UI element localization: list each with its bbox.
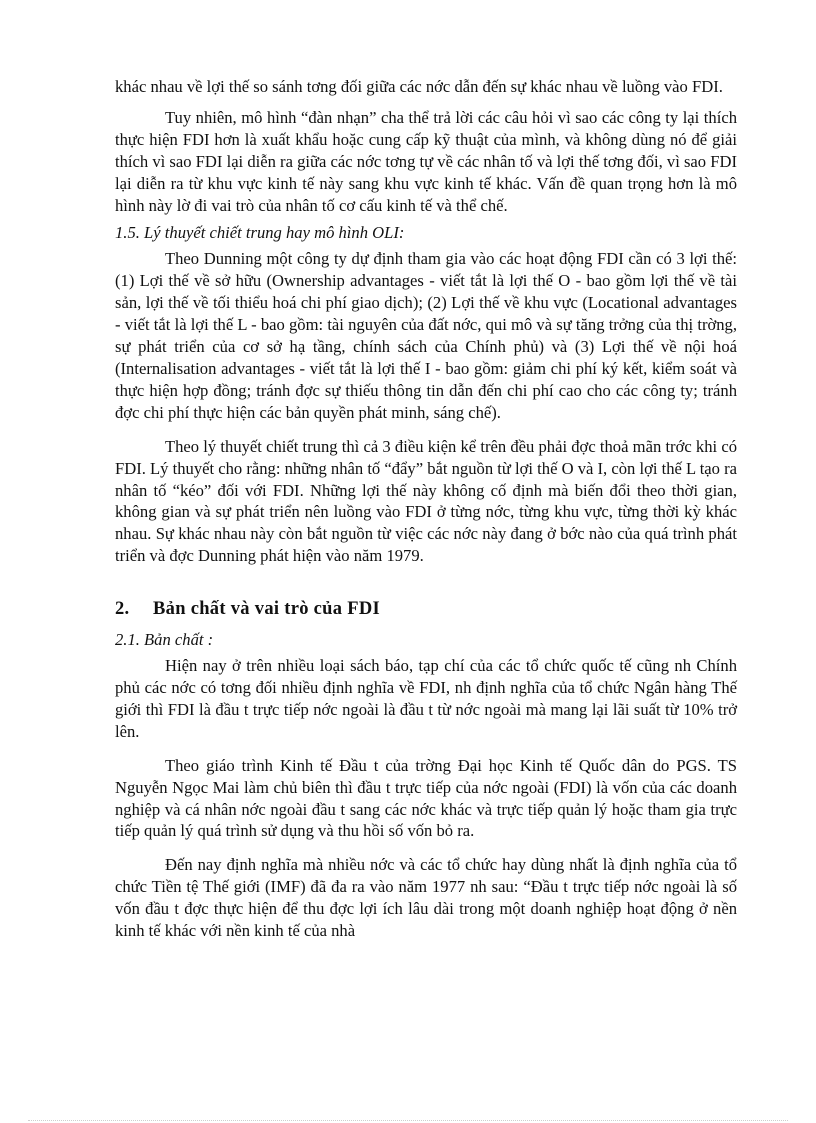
paragraph-imf-definition: Đến nay định nghĩa mà nhiều nớc và các tổ chức hay dùng nhất là định nghĩa của tổ chức Tiền tệ Thế giới (IMF) đã đa ra vào năm 1977 nh sau: “Đầu t trực tiếp nớc ngoài là số vốn đầu t đợc thực hiện để thu đợc lợi ích lâu dài trong một doanh nghiệp hoạt động ở nền kinh tế khác với nền kinh tế của nhà: [115, 855, 737, 941]
paragraph-neu-definition: Theo giáo trình Kinh tế Đầu t của trờng Đại học Kinh tế Quốc dân do PGS. TS Nguyễn Ngọc Mai làm chủ biên thì đầu t trực tiếp của nớc ngoài (FDI) là vốn của các doanh nghiệp và cá nhân nớc ngoài đầu t sang các nớc khác và trực tiếp quản lý hoặc tham gia trực tiếp quản lý quá trình sử dụng và thu hồi số vốn bỏ ra.: [115, 755, 737, 841]
paragraph-eclectic-theory: Theo lý thuyết chiết trung thì cả 3 điều kiện kể trên đều phải đợc thoả mãn trớc khi có FDI. Lý thuyết cho rằng: những nhân tố “đẩy” bắt nguồn từ lợi thế O và I, còn lợi thế L tạo ra nhân tố “kéo” đối với FDI. Những lợi thế này không cố định mà biến đổi theo thời gian, không gian và sự phát triển nên luồng vào FDI ở từng nớc, từng khu vực, từng thời kỳ khác nhau. Sự khác nhau này còn bắt nguồn từ việc các nớc này đang ở bớc nào của quá trình phát triển và đợc Dunning phát hiện vào năm 1979.: [115, 436, 738, 566]
paragraph-dunning-advantages: Theo Dunning một công ty dự định tham gia vào các hoạt động FDI cần có 3 lợi thế: (1) Lợi thế về sở hữu (Ownership advantages - viết tắt là lợi thế O - bao gồm lợi thế về tài sản, lợi thế về tối thiểu hoá chi phí giao dịch); (2) Lợi thế về khu vực (Locational advantages - viết tắt là lợi thế L - bao gồm: tài nguyên của đất nớc, qui mô và sự tăng trởng của thị trờng, sự phát triển của cơ sở hạ tầng, chính sách của Chính phủ) và (3) Lợi thế về nội hoá (Internalisation advantages - viết tắt là lợi thế I - bao gồm: giảm chi phí ký kết, kiểm soát và thực hiện hợp đồng; tránh đợc sự thiếu thông tin dẫn đến chi phí cao cho các công ty; tránh đợc chi phí thực hiện các bản quyền phát minh, sáng chế).: [115, 249, 737, 422]
document-body: [115, 76, 737, 942]
page-bottom-border: [28, 1120, 788, 1121]
section-title: Bản chất và vai trò của FDI: [153, 599, 381, 620]
section-number: 2.: [115, 599, 130, 620]
paragraph-continuation: khác nhau về lợi thế so sánh tơng đối giữa các nớc dẫn đến sự khác nhau về luồng vào FDI.: [115, 77, 723, 96]
paragraph-flying-geese-critique: Tuy nhiên, mô hình “đàn nhạn” cha thể trả lời các câu hỏi vì sao các công ty lại thích thực hiện FDI hơn là xuất khẩu hoặc cung cấp kỹ thuật của mình, và không dùng nó để giải thích vì sao FDI lại diễn ra giữa các nớc tơng tự về các nhân tố và lợi thế tơng đối, vì sao FDI lại diễn ra từ khu vực kinh tế này sang khu vực kinh tế khác. Vấn đề quan trọng hơn là mô hình này lờ đi vai trò của nhân tố cơ cấu kinh tế và thể chế.: [115, 107, 737, 215]
paragraph-fdi-definitions: Hiện nay ở trên nhiều loại sách báo, tạp chí của các tổ chức quốc tế cũng nh Chính phủ các nớc có tơng đối nhiều định nghĩa về FDI, nh định nghĩa của tổ chức Ngân hàng Thế giới thì FDI là đầu t trực tiếp nớc ngoài là đầu t từ nớc ngoài mà mang lại lãi suất từ 10% trở lên.: [115, 656, 737, 741]
subheading-2-1: 2.1. Bản chất :: [115, 630, 214, 650]
subheading-1-5: 1.5. Lý thuyết chiết trung hay mô hình OLI:: [115, 223, 405, 243]
section-heading-2: [115, 597, 737, 621]
